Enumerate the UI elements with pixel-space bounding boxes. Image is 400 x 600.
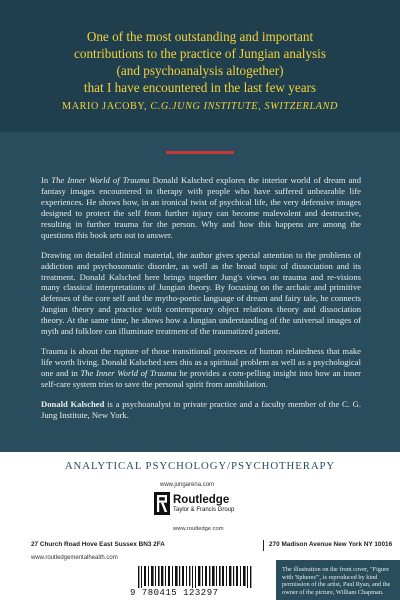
quote-attribution [0, 101, 400, 112]
quote-line-3: (and psychoanalysis altogether) [116, 63, 284, 78]
routledge-logo-icon [154, 492, 170, 515]
blurb-p3-post: he provides a com-pelling insight into how an inner self-care system tries to save the personal spirit from annihilation. [41, 368, 361, 389]
quote-line-1: One of the most outstanding and important [86, 29, 314, 44]
mentalhealth-url: www.routledgementalhealth.com [31, 555, 118, 561]
author-name: Donald Kalsched [41, 399, 105, 410]
blurb-p3-pre: Trauma is about the rupture of those transitional processes of human relatedness that make life worth living. Donald Kalsched sees this as a spiritual problem as well as a psychological one and in [41, 346, 361, 379]
routledge-url: www.routledge.com [173, 526, 224, 532]
blurb-paragraph-2: Drawing on detailed clinical material, the author gives special attention to the problems of addiction and psychosomatic disorder, as well as the broad topic of dissociation and its treatment. Donald Kalsched here brings together Jung's views on trauma and re-visions many classical interpretations of Jungian theory. By focusing on the archaic and primitive defenses of the core self and the mytho-poetic language of dream and fairy tale, he connects Jungian theory and practice with contemporary object relations theory and dissociation theory. At the same time, he shows how a Jungian understanding of the universal images of myth and folklore can illuminate treatment of the traumatized patient. [41, 249, 361, 337]
address-uk: 27 Church Road Hove East Sussex BN3 2FA [31, 541, 165, 548]
jungarena-url: www.jungarena.com [160, 482, 215, 488]
publisher-panel [0, 452, 400, 600]
publisher-name: Routledge [173, 494, 230, 506]
blurb-p1-post: Donald Kalsched explores the interior world of dream and fantasy images encountered in therapy with people who have suffered unbearable life experiences. He shows how, in an ironical twist of psychical life, the very defensive images designed to protect the self from further injury can become malevolent and destructive, resulting in further trauma for the person. Why and how this happens are among the questions this book sets out to answer. [41, 175, 361, 240]
barcode-icon [130, 566, 270, 588]
isbn-barcode [130, 566, 270, 596]
subject-category: ANALYTICAL PSYCHOLOGY/PSYCHOTHERAPY [64, 460, 336, 472]
cover-illustration-credit: The illustration on the front cover, "Figure with 'Spheres'", is reproduced by kind permission of the artist, Paul Ryan, and the owner of the picture, William Chapman. [282, 566, 391, 596]
publisher-group: Taylor & Francis Group [173, 507, 235, 513]
quote-line-2: contributions to the practice of Jungian analysis [74, 46, 326, 61]
back-cover-blurb [41, 175, 361, 421]
divider-rule [166, 151, 234, 154]
routledge-logo [154, 492, 235, 522]
quote-section [0, 0, 400, 132]
blurb-paragraph-3 [41, 346, 361, 390]
author-bio-text: is a psychoanalyst in private practice and a faculty member of the C. G. Jung Institute, New York. [41, 399, 361, 421]
attribution-org: C.G.JUNG INSTITUTE, SWITZERLAND [150, 101, 338, 112]
blurb-p1-pre: In [41, 175, 52, 185]
isbn-number: 9 780415 123297 [130, 588, 219, 598]
address-separator [263, 540, 264, 551]
publisher-addresses [31, 541, 393, 552]
attribution-name: MARIO JACOBY, [62, 101, 148, 112]
book-title-ref-2: The Inner World of Trauma [80, 368, 177, 379]
address-us: 270 Madison Avenue New York NY 10016 [269, 541, 393, 548]
book-title-ref: The Inner World of Trauma [51, 175, 150, 185]
author-bio [41, 399, 361, 421]
quote-line-4: that I have encountered in the last few years [83, 80, 317, 95]
blurb-paragraph-1 [41, 175, 361, 240]
